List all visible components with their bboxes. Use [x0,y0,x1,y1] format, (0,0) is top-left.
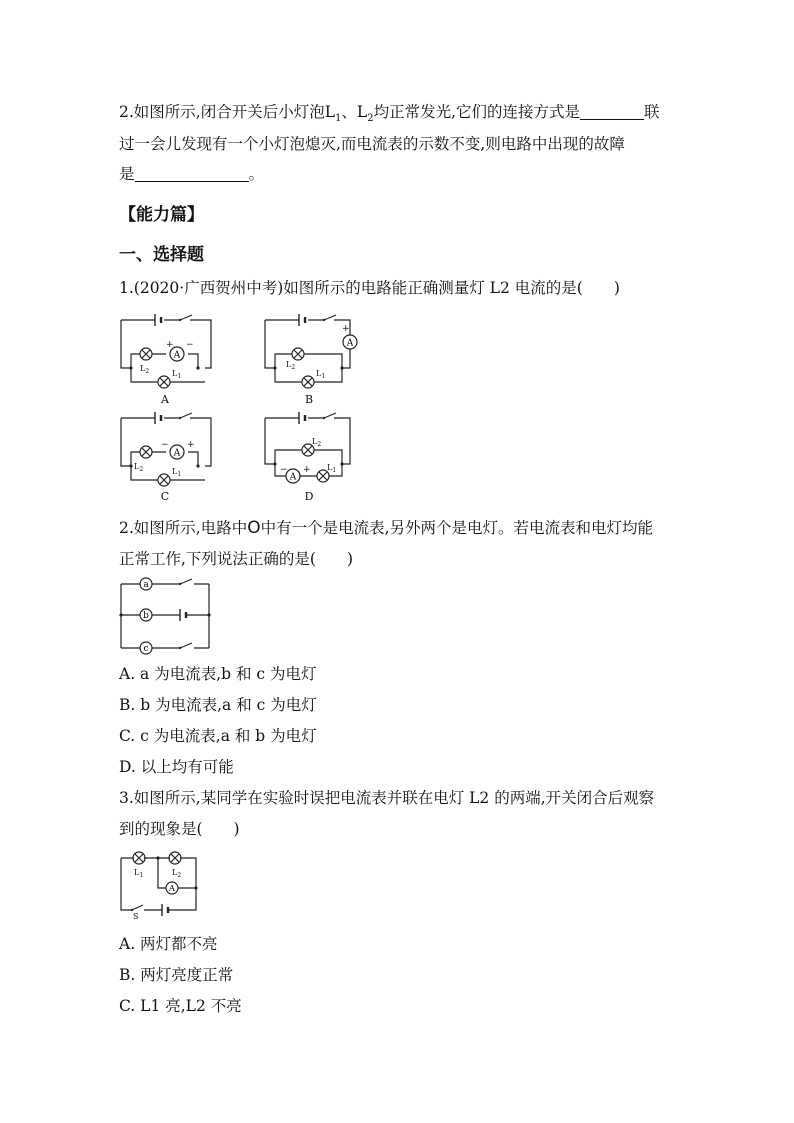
meter-b-icon [140,609,152,621]
svg-text:b: b [143,611,149,621]
text: 均正常发光,它们的连接方式是 [373,103,580,121]
q2-choice-a[interactable]: A. a 为电流表,b 和 c 为电灯 [119,665,317,683]
q3-circuit-diagram [118,848,202,920]
text: 是 [119,165,135,183]
answer-blank-2[interactable] [135,165,249,182]
svg-text:−: − [161,440,169,450]
svg-text:A: A [173,448,181,459]
subscript: 2 [367,113,374,125]
lamp-l2-icon [140,446,152,458]
svg-text:L2: $L_2$ [312,437,322,448]
q3-choice-c[interactable]: C. L1 亮,L2 不亮 [119,997,242,1015]
circuit-diagram-b [262,310,362,408]
lamp-l1-icon [133,852,145,864]
svg-text:L1: $L_1$ [172,369,182,380]
section-title: 【能力篇】 [119,205,204,225]
subsection-title: 一、选择题 [119,245,204,265]
svg-text:a: a [143,580,149,590]
q2-line-2: 正常工作,下列说法正确的是( ) [119,550,354,568]
circuit-diagram-c [118,408,218,506]
text: 中有一个是电流表,另外两个是电灯。若电流表和电灯均能 [260,519,654,537]
svg-text:+: + [342,324,350,334]
svg-text:+: + [303,465,311,475]
switch-blade [180,315,192,320]
lamp-l2-icon [140,348,152,360]
svg-text:L1: $L_1$ [316,369,326,380]
subscript: 1 [335,113,342,125]
svg-text:A: A [346,338,354,349]
option-label-a: A [161,393,169,406]
q2-choice-d[interactable]: D. 以上均有可能 [119,758,234,776]
q2-choice-c[interactable]: C. c 为电流表,a 和 b 为电灯 [119,727,317,745]
lamp-l2-icon [292,348,304,360]
q3-line-2: 到的现象是( ) [119,820,240,838]
svg-text:−: − [186,340,194,350]
svg-text:L1: $L_1$ [327,463,337,474]
svg-text:L2: $L_2$ [140,364,150,375]
lamp-l2-icon [169,852,181,864]
circuit-diagram-a [118,310,218,408]
meter-a-icon [140,578,152,590]
q3-choice-a[interactable]: A. 两灯都不亮 [119,935,218,953]
svg-text:A: A [173,350,181,361]
ammeter-icon [286,469,300,483]
meter-c-icon [140,642,152,654]
q3-choice-b[interactable]: B. 两灯亮度正常 [119,966,234,984]
prev-question-2-line-2: 过一会儿发现有一个小灯泡熄灭,而电流表的示数不变,则电路中出现的故障 [119,135,625,153]
svg-text:A: A [168,884,176,894]
option-label-d: D [304,490,314,503]
text: 2.如图所示,闭合开关后小灯泡L [119,103,336,121]
q3-line-1: 3.如图所示,某同学在实验时误把电流表并联在电灯 L2 的两端,开关闭合后观察 [119,789,655,807]
lamp-l1-icon [302,376,314,388]
text: 、L [341,103,368,121]
text: 2.如图所示,电路中 [119,519,248,537]
q1-text: 1.(2020·广西贺州中考)如图所示的电路能正确测量灯 L2 电流的是( ) [119,279,620,297]
ammeter-icon [166,882,178,894]
switch-label: S [133,912,139,921]
prev-question-2-line-1 [119,101,660,130]
q2-line-1 [119,517,653,539]
option-label-c: C [160,490,170,503]
option-label-b: B [304,393,314,406]
svg-text:+: + [187,440,195,450]
q2-circuit-diagram [118,578,212,658]
svg-text:A: A [289,472,297,483]
answer-blank-1[interactable] [580,103,644,120]
svg-text:L2: $L_2$ [286,360,296,371]
svg-text:+: + [166,340,174,350]
svg-text:L2: $L_2$ [172,868,182,879]
ammeter-icon [170,445,184,459]
prev-question-2-line-3 [119,163,264,185]
ammeter-icon [343,335,357,349]
text: 联 [644,103,660,121]
lamp-l1-icon [158,376,170,388]
q2-choice-b[interactable]: B. b 为电流表,a 和 c 为电灯 [119,696,317,714]
text: 。 [248,165,265,183]
svg-text:c: c [143,644,149,654]
svg-text:−: − [280,465,288,475]
svg-text:L2: $L_2$ [134,462,144,473]
svg-text:L1: $L_1$ [172,467,182,478]
lamp-l1-icon [158,474,170,486]
circuit-diagram-d [262,408,362,506]
circle-symbol: O [247,518,261,538]
svg-text:L1: $L_1$ [134,868,144,879]
